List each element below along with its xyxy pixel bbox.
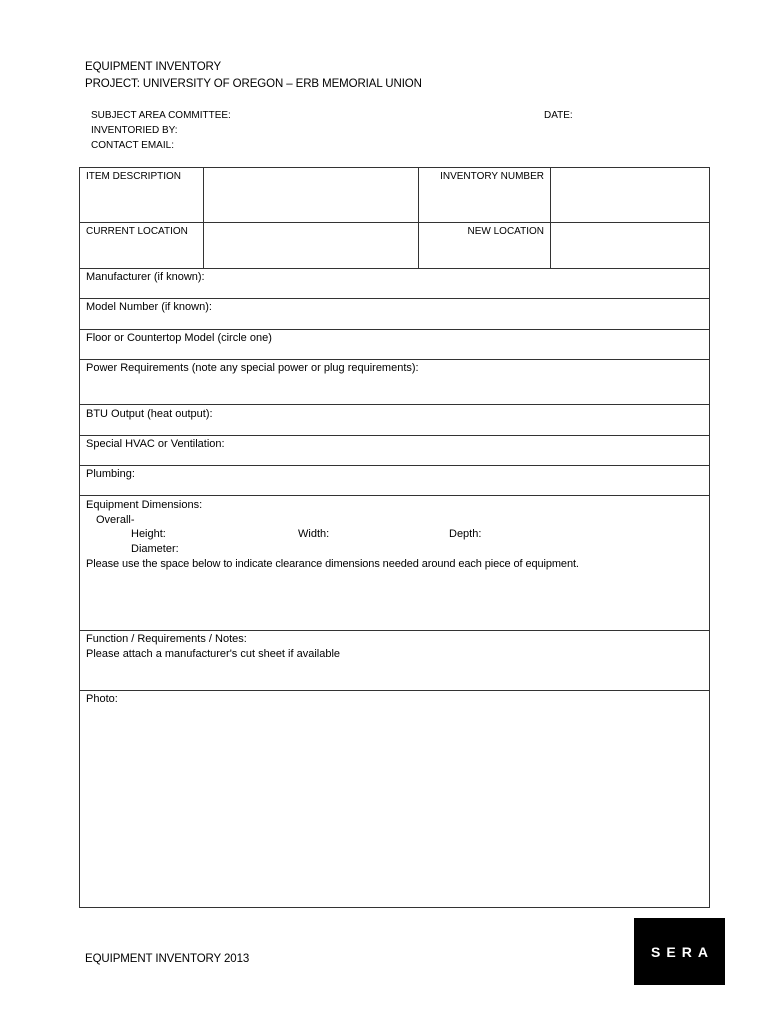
item-description-label: ITEM DESCRIPTION: [86, 171, 182, 182]
dimensions-title: Equipment Dimensions:: [86, 499, 203, 511]
row-divider: [79, 359, 709, 360]
project-name: PROJECT: UNIVERSITY OF OREGON – ERB MEMORIAL UNION: [85, 78, 422, 90]
height-label: Height:: [131, 528, 166, 540]
row-divider: [79, 298, 709, 299]
row-divider: [79, 690, 709, 691]
row-divider: [79, 404, 709, 405]
inventoried-by-label: INVENTORIED BY:: [91, 125, 178, 136]
row-divider: [79, 465, 709, 466]
overall-label: Overall-: [96, 514, 135, 526]
row-divider: [79, 435, 709, 436]
row-divider: [79, 630, 709, 631]
grid-divider: [418, 167, 419, 268]
depth-label: Depth:: [449, 528, 482, 540]
current-location-field[interactable]: [205, 224, 416, 266]
manufacturer-label: Manufacturer (if known):: [86, 271, 205, 283]
subject-area-label: SUBJECT AREA COMMITTEE:: [91, 110, 231, 121]
plumbing-label: Plumbing:: [86, 468, 135, 480]
function-title: Function / Requirements / Notes:: [86, 633, 247, 645]
sera-logo: [634, 918, 725, 985]
power-requirements-label: Power Requirements (note any special power or plug requirements):: [86, 362, 419, 374]
new-location-field[interactable]: [552, 224, 707, 266]
row-divider: [79, 329, 709, 330]
document-title: EQUIPMENT INVENTORY: [85, 61, 222, 73]
logo-text: SERA: [651, 943, 714, 960]
footer-text: EQUIPMENT INVENTORY 2013: [85, 953, 250, 965]
row-divider: [79, 268, 709, 269]
grid-divider: [550, 167, 551, 268]
btu-output-label: BTU Output (heat output):: [86, 408, 213, 420]
item-description-field[interactable]: [205, 169, 416, 220]
photo-label: Photo:: [86, 693, 118, 705]
current-location-label: CURRENT LOCATION: [86, 226, 188, 237]
grid-divider: [203, 167, 204, 268]
date-label: DATE:: [544, 110, 573, 121]
diameter-label: Diameter:: [131, 543, 179, 555]
cut-sheet-note: Please attach a manufacturer's cut sheet if available: [86, 648, 341, 660]
floor-countertop-label: Floor or Countertop Model (circle one): [86, 332, 272, 344]
inventory-number-field[interactable]: [552, 169, 707, 220]
contact-email-label: CONTACT EMAIL:: [91, 140, 174, 151]
hvac-label: Special HVAC or Ventilation:: [86, 438, 225, 450]
width-label: Width:: [298, 528, 330, 540]
clearance-note: Please use the space below to indicate clearance dimensions needed around each piece of equipment.: [86, 558, 579, 570]
photo-area[interactable]: [81, 710, 707, 904]
model-number-label: Model Number (if known):: [86, 301, 212, 313]
row-divider: [79, 222, 709, 223]
inventory-number-label: INVENTORY NUMBER: [440, 171, 544, 182]
row-divider: [79, 495, 709, 496]
new-location-label: NEW LOCATION: [467, 226, 544, 237]
